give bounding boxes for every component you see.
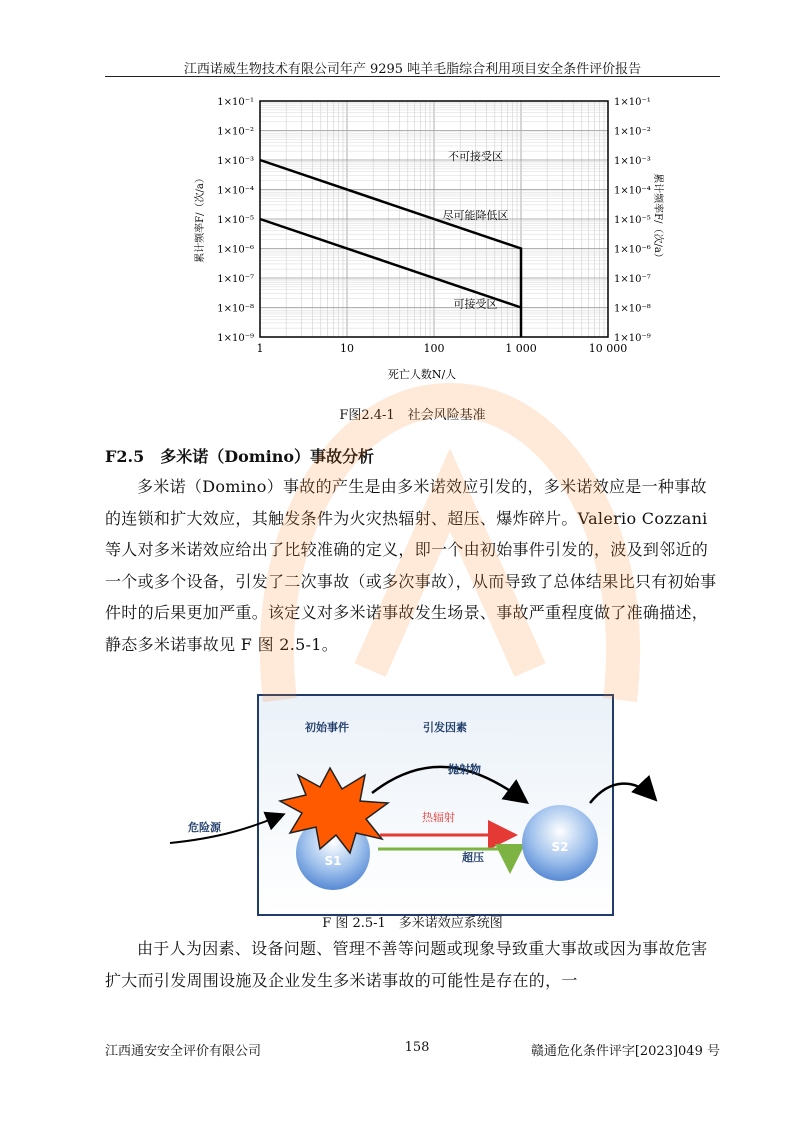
y-tick-label-right: 1×10⁻³ — [614, 156, 651, 167]
y-tick-label-left: 1×10⁻⁷ — [217, 274, 254, 285]
s1-label: S1 — [324, 854, 342, 868]
figure-caption-2: F 图 2.5-1 多米诺效应系统图 — [322, 916, 503, 931]
header-rule — [105, 76, 720, 77]
page-number: 158 — [404, 1040, 430, 1055]
y-tick-label-left: 1×10⁻⁶ — [217, 244, 254, 256]
y-tick-label-right: 1×10⁻⁷ — [614, 274, 651, 285]
x-tick-label: 1 — [256, 342, 264, 355]
overpressure-label: 超压 — [462, 851, 484, 864]
y-tick-label-right: 1×10⁻⁵ — [614, 215, 651, 226]
projectile-label: 抛射物 — [448, 763, 481, 776]
thermal-radiation-label: 热辐射 — [422, 811, 455, 824]
y-tick-label-left: 1×10⁻⁹ — [217, 333, 254, 344]
page-header: 江西诺威生物技术有限公司年产 9295 吨羊毛脂综合利用项目安全条件评价报告 — [183, 62, 642, 77]
y-tick-label-left: 1×10⁻² — [217, 126, 254, 138]
y-tick-label-right: 1×10⁻⁹ — [614, 333, 651, 344]
x-tick-label: 10 000 — [588, 342, 628, 355]
x-tick-label: 1 000 — [505, 342, 537, 355]
y-tick-label-left: 1×10⁻³ — [217, 156, 254, 167]
paragraph-2: 由于人为因素、设备问题、管理不善等问题或现象导致重大事故或因为事故危害扩大而引发周围设施及企业发生多米诺事故的可能性是存在的，一 — [105, 939, 708, 990]
y-tick-label-left: 1×10⁻⁴ — [217, 185, 254, 197]
paragraph-1: 多米诺（Domino）事故的产生是由多米诺效应引发的，多米诺效应是一种事故的连锁和扩大效应，其触发条件为火灾热辐射、超压、爆炸碎片。Valerio Cozzani 等人对多米诺效应给出了比较准确的定义，即一个由初始事件引发的，波及到邻近的一个或多个设备，引发了二次事故（或多次事故），从而导致了总体结果比只有初始事件时的后果更加严重。该定义对多米诺事故发生场景、事故严重程度做了准确描述，静态多米诺事故见 F 图 2.5-1。 — [105, 477, 717, 654]
y-tick-label-left: 1×10⁻⁵ — [217, 215, 254, 226]
x-tick-label: 10 — [340, 342, 354, 355]
figure-caption-1: F图2.4-1 社会风险基准 — [339, 408, 486, 423]
region-label: 可接受区 — [453, 297, 498, 311]
y-tick-label-right: 1×10⁻⁶ — [614, 244, 651, 256]
fn-chart — [185, 90, 665, 385]
y-tick-label-right: 1×10⁻⁸ — [614, 303, 651, 315]
y-axis-label-right: 累计频率F/（次/a） — [652, 173, 663, 263]
hazard-source-label: 危险源 — [188, 821, 221, 834]
region-label: 尽可能降低区 — [442, 209, 509, 222]
x-axis-label: 死亡人数N/人 — [387, 368, 457, 381]
series-line-2 — [260, 219, 521, 308]
y-tick-label-left: 1×10⁻¹ — [217, 97, 254, 108]
domino-diagram-svg — [160, 693, 660, 918]
section-title: F2.5 多米诺（Domino）事故分析 — [105, 447, 375, 466]
y-tick-label-right: 1×10⁻² — [614, 126, 651, 138]
domino-diagram — [160, 693, 660, 918]
footer-company: 江西通安安全评价有限公司 — [105, 1044, 262, 1059]
s2-label: S2 — [551, 840, 569, 854]
y-tick-label-left: 1×10⁻⁸ — [217, 303, 254, 315]
y-axis-label-left: 累计频率F/（次/a） — [195, 173, 206, 263]
region-label: 不可接受区 — [448, 150, 504, 163]
y-tick-label-right: 1×10⁻¹ — [614, 97, 651, 108]
y-tick-label-right: 1×10⁻⁴ — [614, 185, 651, 197]
fn-chart-svg — [185, 90, 665, 385]
x-tick-label: 100 — [423, 342, 445, 355]
initial-event-label: 初始事件 — [305, 721, 349, 734]
footer-document-number: 赣通危化条件评字[2023]049 号 — [530, 1044, 720, 1059]
trigger-factors-label: 引发因素 — [423, 721, 467, 734]
